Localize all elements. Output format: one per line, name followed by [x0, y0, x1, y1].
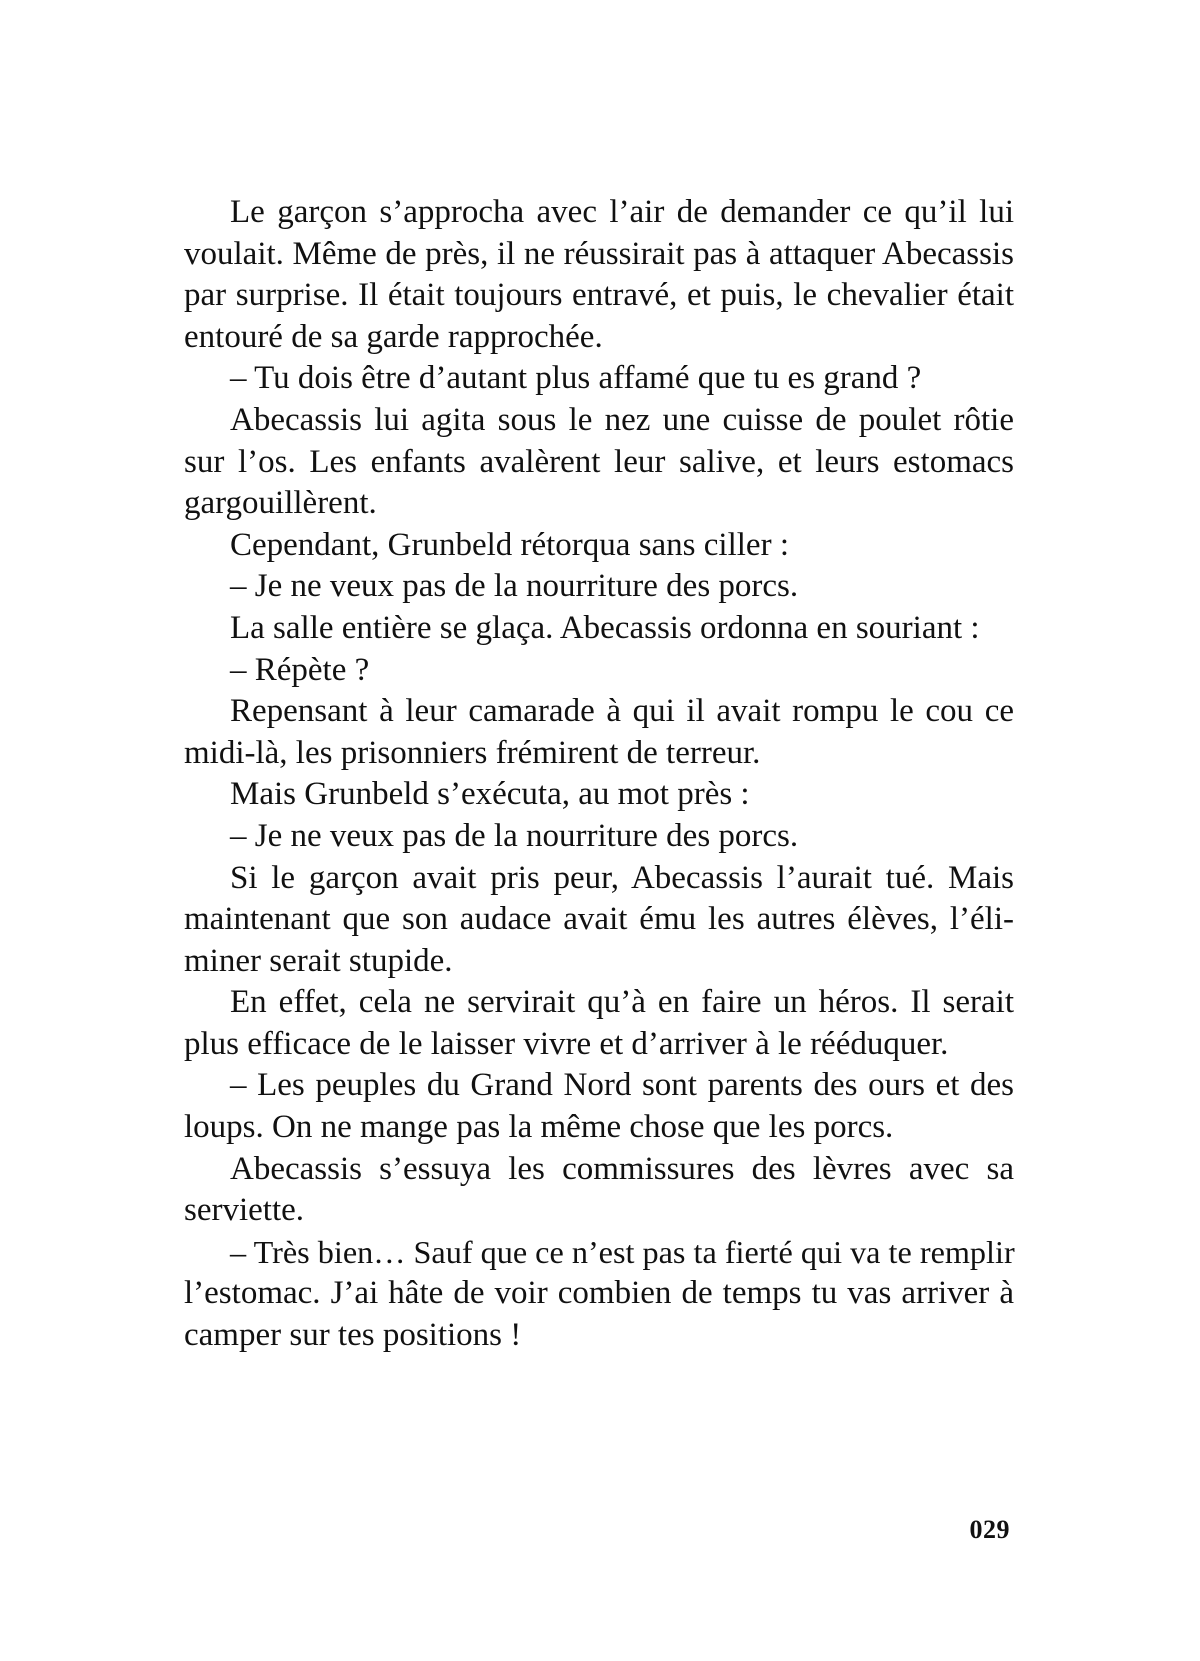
text-line: serviette.	[184, 1192, 305, 1229]
page-number: 029	[969, 1515, 1010, 1544]
text-line: camper sur tes positions !	[184, 1317, 522, 1354]
text-line: miner serait stupide.	[184, 942, 453, 979]
text-line: sur l’os. Les enfants avalèrent leur salive, et leurs estomacs	[184, 443, 1014, 480]
text-line: – Je ne veux pas de la nourriture des porcs.	[230, 817, 799, 854]
text-line: – Les peuples du Grand Nord sont parents des ours et des	[230, 1067, 1014, 1104]
text-line: Cependant, Grunbeld rétorqua sans ciller :	[230, 526, 789, 563]
text-line: Mais Grunbeld s’exécuta, au mot près :	[230, 776, 750, 813]
text-line: – Je ne veux pas de la nourriture des porcs.	[230, 568, 799, 605]
text-line: – Répète ?	[230, 651, 370, 688]
text-line: voulait. Même de près, il ne réussirait pas à attaquer Abecassis	[184, 235, 1014, 272]
text-line: La salle entière se glaça. Abecassis ordonna en souriant :	[230, 609, 980, 646]
text-line: loups. On ne mange pas la même chose que les porcs.	[184, 1109, 894, 1146]
text-line: – Très bien… Sauf que ce n’est pas ta fierté qui va te remplir	[230, 1233, 1015, 1270]
body-text	[184, 192, 1014, 1357]
text-line: En effet, cela ne servirait qu’à en faire un héros. Il serait	[230, 984, 1014, 1021]
text-line: Abecassis lui agita sous le nez une cuisse de poulet rôtie	[230, 401, 1014, 438]
text-line: Abecassis s’essuya les commissures des lèvres avec sa	[230, 1150, 1014, 1187]
text-line: – Tu dois être d’autant plus affamé que tu es grand ?	[230, 360, 922, 397]
text-line: maintenant que son audace avait ému les autres élèves, l’éli-	[184, 901, 1014, 938]
text-line: l’estomac. J’ai hâte de voir combien de temps tu vas arriver à	[184, 1275, 1014, 1312]
text-line: plus efficace de le laisser vivre et d’arriver à le rééduquer.	[184, 1025, 949, 1062]
text-line: par surprise. Il était toujours entravé, et puis, le chevalier était	[184, 277, 1014, 314]
text-line: entouré de sa garde rapprochée.	[184, 318, 603, 355]
text-line: Repensant à leur camarade à qui il avait rompu le cou ce	[230, 693, 1014, 730]
text-line: midi-là, les prisonniers frémirent de terreur.	[184, 734, 761, 771]
text-line: Si le garçon avait pris peur, Abecassis l’aurait tué. Mais	[230, 859, 1014, 896]
text-line: Le garçon s’approcha avec l’air de demander ce qu’il lui	[230, 194, 1014, 230]
text-line: gargouillèrent.	[184, 485, 377, 522]
